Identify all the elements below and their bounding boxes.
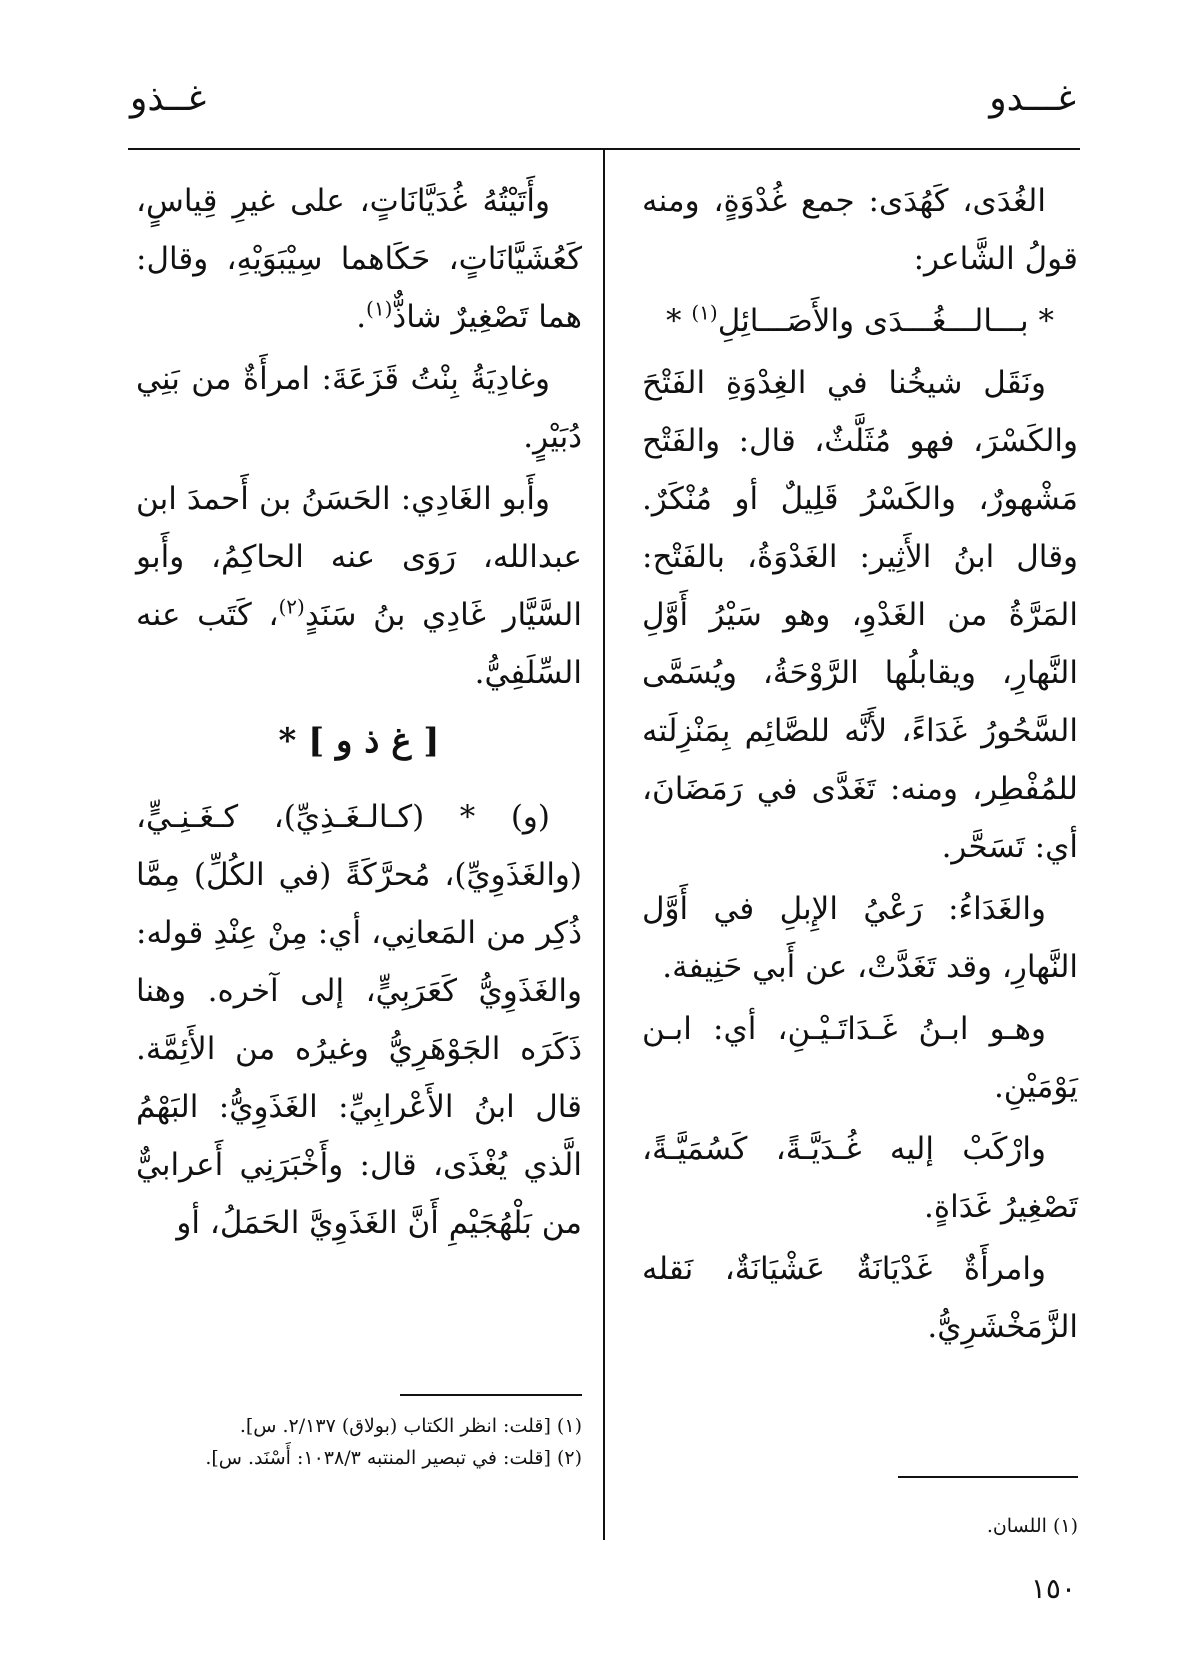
footnote-divider-left [400,1394,582,1396]
paragraph-text: وامرأَةٌ غَدْيَانَةٌ عَشْيَانَةٌ، نَقله الزَّمَخْشَرِيُّ. [642,1251,1078,1345]
entry-heading [136,712,582,770]
running-head-right: غـــدو [989,78,1076,119]
paragraph [136,350,582,466]
verse-line [642,292,1078,350]
paragraph-text: * بـــالـــغُـــدَى والأَصَـــائِلِ [717,303,1055,339]
paragraph-text-tail: . [356,299,367,335]
footnotes-right [642,1510,1078,1542]
paragraph [642,1240,1078,1356]
footnote: (١) اللسان. [986,1515,1078,1537]
paragraph [642,1120,1078,1236]
column-divider [603,148,605,1540]
paragraph [136,470,582,702]
right-column [642,172,1078,1360]
footnote-reference: (٢) [278,594,305,619]
paragraph-text: وأَتَيْتُهُ غُدَيَّانَاتٍ، على غيرِ قِياسٍ، كَعُشَيَّانَاتٍ، حَكَاهما سِيْبَوَيْهِ، وقال: هما تَصْغِيرٌ شاذٌّ [136,183,582,335]
footnote-divider-right [898,1476,1078,1478]
footnote-reference: (١) [691,300,718,325]
paragraph [642,1000,1078,1116]
left-column [136,172,582,1256]
paragraph [136,788,582,1252]
paragraph-text: والغَدَاءُ: رَعْيُ الإِبلِ في أَوَّل النَّهارِ، وقد تَغَدَّتْ، عن أَبي حَنِيفة. [642,891,1078,985]
paragraph [642,354,1078,876]
paragraph-text: وغادِيَةُ بِنْتُ قَزَعَةَ: امرأَةٌ من بَنِي دُبَيْرٍ. [136,361,582,455]
paragraph-text: وأَبو الغَادِي: الحَسَنُ بن أَحمدَ ابن عبدالله، رَوَى عنه الحاكِمُ، وأَبو السَّيَّار غَادِي بنُ سَنَدٍ [136,481,582,633]
paragraph [642,880,1078,996]
paragraph-text: وارْكَبْ إليه غُـدَيَّـةً، كَسُمَيَّـةً، تَصْغِيرُ غَدَاةٍ. [642,1131,1078,1225]
paragraph-text-tail: * [665,303,692,339]
paragraph-text: وهـو ابـنُ غَـدَاتَـيْـنِ، أي: ابـن يَوْمَيْنِ. [642,1011,1078,1105]
paragraph [136,172,582,346]
paragraph-text: [ غ ذ و ] * [278,721,440,761]
page-number: ١٥٠ [1030,1572,1076,1605]
footnote: (١) [قلت: انظر الكتاب (بولاق) ٢/١٣٧. س]. [239,1415,582,1437]
paragraph-text: (و) * (كـالـغَـذِيِّ)، كـغَـنِـيٍّ، (والغَذَوِيِّ)، مُحرَّكَةً (في الكُلِّ) مِمَّا ذُكِر من المَعانِي، أي: مِنْ عِنْدِ قوله: والغَذَوِيُّ كَعَرَبِيٍّ، إلى آخره. وهنا ذَكَرَه الجَوْهَرِيُّ وغيرُه من الأَئِمَّة. قال ابنُ الأَعْرابِيِّ: الغَذَوِيُّ: البَهْمُ الَّذي يُغْذَى، قال: وأَخْبَرَنِي أَعرابيٌّ من بَلْهُجَيْمِ أَنَّ الغَذَوِيَّ الحَمَلُ، أو [136,799,582,1241]
paragraph-text: ونَقَل شيخُنا في الغِدْوَةِ الفَتْحَ والكَسْرَ، فهو مُثَلَّثٌ، قال: والفَتْح مَشْهورٌ، والكَسْرُ قَلِيلٌ أو مُنْكَرٌ. وقال ابنُ الأَثِير: الغَدْوَةُ، بالفَتْح: المَرَّةُ من الغَدْوِ، وهو سَيْرُ أَوَّلِ النَّهارِ، ويقابلُها الرَّوْحَةُ، ويُسَمَّى السَّحُورُ غَدَاءً، لأَنَّه للصَّائِم بِمَنْزِلَته للمُفْطِر، ومنه: تَغَدَّى في رَمَضَانَ، أي: تَسَحَّر. [642,365,1078,865]
footnote: (٢) [قلت: في تبصير المنتبه ١٠٣٨/٣: أَسْنَد. س]. [205,1447,582,1469]
running-head-left: غــذو [130,78,207,119]
paragraph-text: الغُدَى، كَهُدَى: جمع غُدْوَةٍ، ومنه قولُ الشَّاعر: [642,183,1078,277]
footnote-reference: (١) [366,296,393,321]
footnotes-left [136,1410,582,1474]
paragraph [642,172,1078,288]
paragraph-text-tail: ، كَتَب عنه السِّلَفِيُّ. [136,597,582,691]
